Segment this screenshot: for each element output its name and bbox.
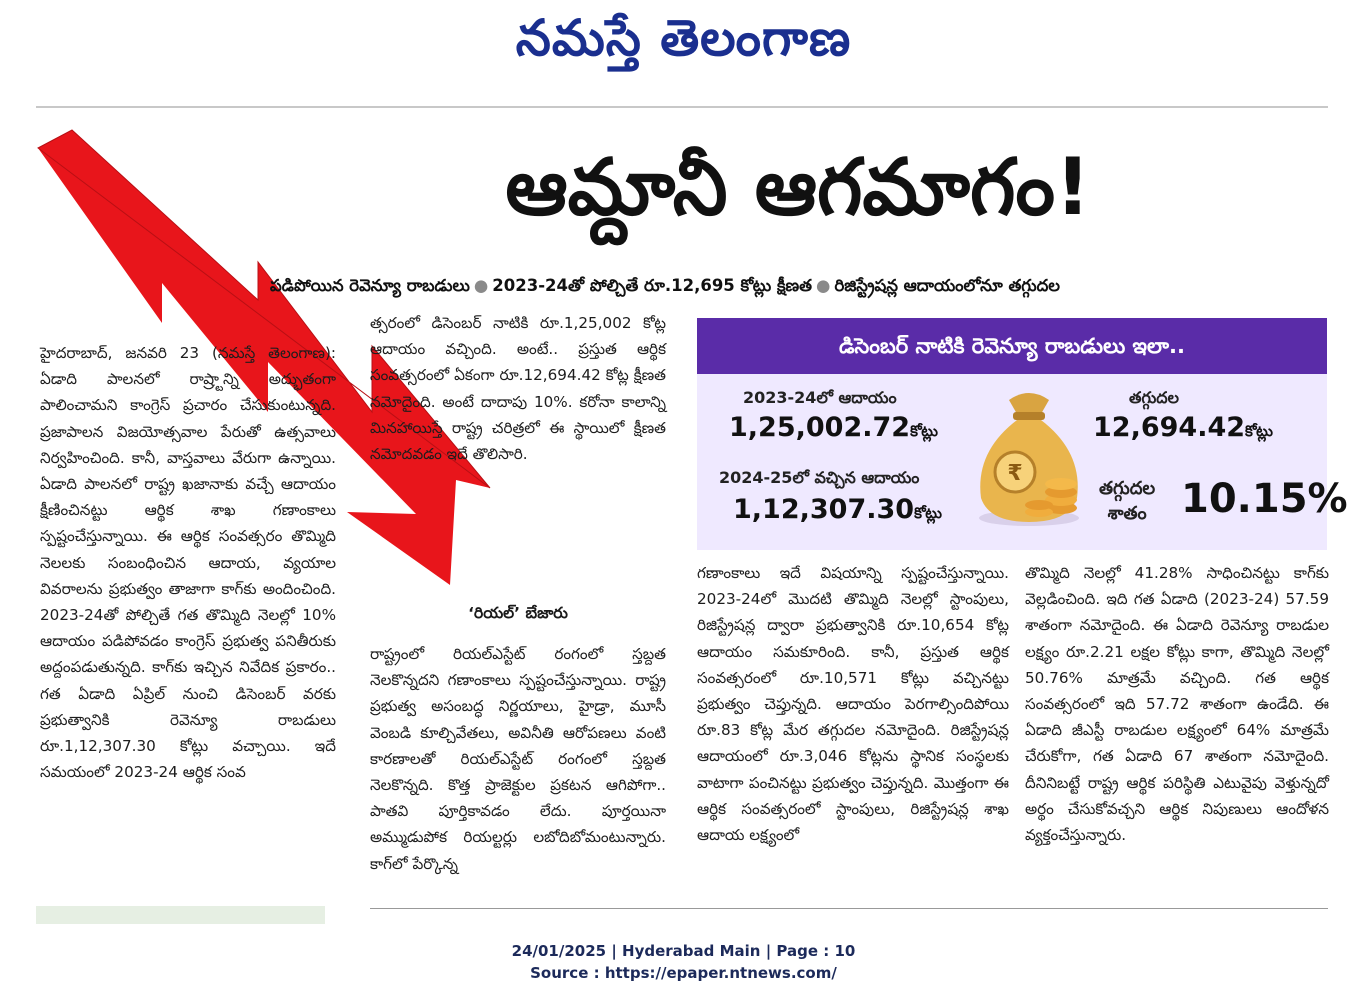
page-footer xyxy=(0,940,1367,984)
income-2024-value: 1,12,307.30కోట్లు xyxy=(733,494,942,525)
income-2023-value: 1,25,002.72కోట్లు xyxy=(729,412,938,443)
bullet-icon: ● xyxy=(816,276,831,295)
footer-source-link[interactable]: Source : https://epaper.ntnews.com/ xyxy=(530,964,837,982)
headline: ఆమ్దానీ ఆగమాగం! xyxy=(505,143,1091,233)
masthead-divider xyxy=(36,106,1328,108)
article-column-2 xyxy=(370,310,666,467)
bottom-divider xyxy=(370,908,1328,909)
income-2023-label: 2023-24లో ఆదాయం xyxy=(743,388,897,407)
decline-label: తగ్గుదల xyxy=(1129,388,1179,407)
section-subheading: ‘రియల్’ బేజారు xyxy=(468,604,568,622)
rupee-symbol: ₹ xyxy=(1007,461,1023,486)
subheadline xyxy=(270,276,1330,299)
subhead-part-1: పడిపోయిన రెవెన్యూ రాబడులు xyxy=(270,276,470,295)
bullet-icon: ● xyxy=(473,276,489,295)
article-column-3 xyxy=(697,560,1009,848)
masthead-logo: నమస్తే తెలంగాణ xyxy=(515,8,852,67)
article-column-1 xyxy=(40,340,336,785)
footer-date-line: 24/01/2025 | Hyderabad Main | Page : 10 xyxy=(511,942,856,960)
income-2024-label: 2024-25లో వచ్చిన ఆదాయం xyxy=(719,468,920,487)
revenue-infobox xyxy=(697,318,1348,550)
article-paragraph: గణాంకాలు ఇదే విషయాన్ని స్పష్టంచేస్తున్నాయి. 2023-24లో మొదటి తొమ్మిది నెలల్లో స్టాంపులు, రిజిస్ట్రేషన్ల ద్వారా ప్రభుత్వానికి రూ.10,654 కోట్ల ఆదాయం సమకూరింది. కానీ, ప్రస్తుత ఆర్థిక సంవత్సరంలో రూ.10,571 కోట్లు వచ్చినట్టు ప్రభుత్వం చెప్తున్నది. ఆదాయం పెరగాల్సిందిపోయి రూ.83 కోట్ల మేర తగ్గుదల నమోదైంది. రిజిస్ట్రేషన్ల ఆదాయంలో రూ.3,046 కోట్లను స్థానిక సంస్థలకు వాటాగా పంచినట్టు ప్రభుత్వం చెప్తున్నది. మొత్తంగా ఈ ఆర్థిక సంవత్సరంలో స్టాంపులు, రిజిస్ట్రేషన్ల శాఖ ఆదాయ లక్ష్యంలో xyxy=(697,564,1009,845)
article-paragraph: రాష్ట్రంలో రియల్‌ఎస్టేట్ రంగంలో స్తబ్దత నెలకొన్నదని గణాంకాలు స్పష్టంచేస్తున్నాయి. రాష్ట్ర ప్రభుత్వ అసంబద్ధ నిర్ణయాలు, హైడ్రా, మూసీ వెంబడి కూల్చివేతలు, అవినీతి ఆరోపణలు వంటి కారణాలతో రియల్‌ఎస్టేట్ రంగంలో స్తబ్దత నెలకొన్నది. కొత్త ప్రాజెక్టుల ప్రకటన ఆగిపోగా.. పాతవి పూర్తికావడం లేదు. పూర్తయినా అమ్ముడుపోక రియల్టర్లు లబోదిబోమంటున్నారు. కాగ్‌లో పేర్కొన్న xyxy=(370,645,666,873)
bottom-strip xyxy=(36,906,325,924)
article-column-4 xyxy=(1025,560,1329,848)
article-paragraph: త్సరంలో డిసెంబర్ నాటికి రూ.1,25,002 కోట్ల ఆదాయం వచ్చింది. అంటే.. ప్రస్తుత ఆర్థిక సంవత్సరంలో ఏకంగా రూ.12,694.42 కోట్ల క్షీణత నమోదైంది. అంటే దాదాపు 10%. కరోనా కాలాన్ని మినహాయిస్తే రాష్ట్ర చరిత్రలో ఈ స్థాయిలో క్షీణత నమోదవడం ఇదే తొలిసారి. xyxy=(370,314,666,464)
article-paragraph: హైదరాబాద్, జనవరి 23 (నమస్తే తెలంగాణ): ఏడాది పాలనలో రాష్ర్టాన్ని అద్భుతంగా పాలించామని కాంగ్రెస్ ప్రచారం చేసుకుంటున్నది. ప్రజాపాలన విజయోత్సవాల పేరుతో ఉత్సవాలు నిర్వహించింది. కానీ, వాస్తవాలు వేరుగా ఉన్నాయి. ఏడాది పాలనలో రాష్ట్ర ఖజానాకు వచ్చే ఆదాయం క్షీణించినట్టు ఆర్థిక శాఖ గణాంకాలు స్పష్టంచేస్తున్నాయి. ఈ ఆర్థిక సంవత్సరం తొమ్మిది నెలలకు సంబంధించిన ఆదాయ, వ్యయాల వివరాలను ప్రభుత్వం తాజాగా కాగ్‌కు అందించింది. 2023-24తో పోల్చితే గత తొమ్మిది నెలల్లో 10% ఆదాయం పడిపోవడం కాంగ్రెస్ ప్రభుత్వ పనితీరుకు అద్దంపడుతున్నది. కాగ్‌కు ఇచ్చిన నివేదిక ప్రకారం.. గత ఏడాది ఏప్రిల్ నుంచి డిసెంబర్ వరకు ప్రభుత్వానికి రెవెన్యూ రాబడులు రూ.1,12,307.30 కోట్లు వచ్చాయి. ఇదే సమయంలో 2023-24 ఆర్థిక సంవ xyxy=(40,344,336,782)
article-paragraph: తొమ్మిది నెలల్లో 41.28% సాధించినట్టు కాగ్‌కు వెల్లడించింది. ఇది గత ఏడాది (2023-24) 57.59 శాతంగా నమోదైంది. ఈ ఏడాది రెవెన్యూ రాబడుల లక్ష్యం రూ.2.21 లక్షల కోట్లు కాగా, తొమ్మిది నెలల్లో 50.76% మాత్రమే వచ్చింది. గత ఆర్థిక సంవత్సరంలో ఇది 57.72 శాతంగా ఉండేది. ఈ ఏడాది జీఎస్టీ రాబడుల లక్ష్యంలో 64% మాత్రమే చేరుకోగా, గత ఏడాది 67 శాతంగా నమోదైంది. దీనినిబట్టే రాష్ట్ర ఆర్థిక పరిస్థితి ఎటువైపు వెళ్తున్నదో అర్థం చేసుకోవచ్చని ఆర్థిక నిపుణులు ఆందోళన వ్యక్తంచేస్తున్నారు. xyxy=(1025,564,1329,845)
decline-pct-label: తగ్గుదల శాతం xyxy=(1099,478,1156,524)
money-bag-icon xyxy=(969,380,1089,530)
infobox-title: డిసెంబర్ నాటికి రెవెన్యూ రాబడులు ఇలా.. xyxy=(697,318,1327,374)
subhead-part-3: రిజిస్ట్రేషన్ల ఆదాయంలోనూ తగ్గుదల xyxy=(834,276,1060,295)
article-column-2b xyxy=(370,641,666,877)
decline-value: 12,694.42కోట్లు xyxy=(1093,412,1273,443)
decline-pct-value: 10.15% xyxy=(1181,476,1348,522)
subhead-part-2: 2023-24తో పోల్చితే రూ.12,695 కోట్లు క్షీణత xyxy=(492,276,813,295)
